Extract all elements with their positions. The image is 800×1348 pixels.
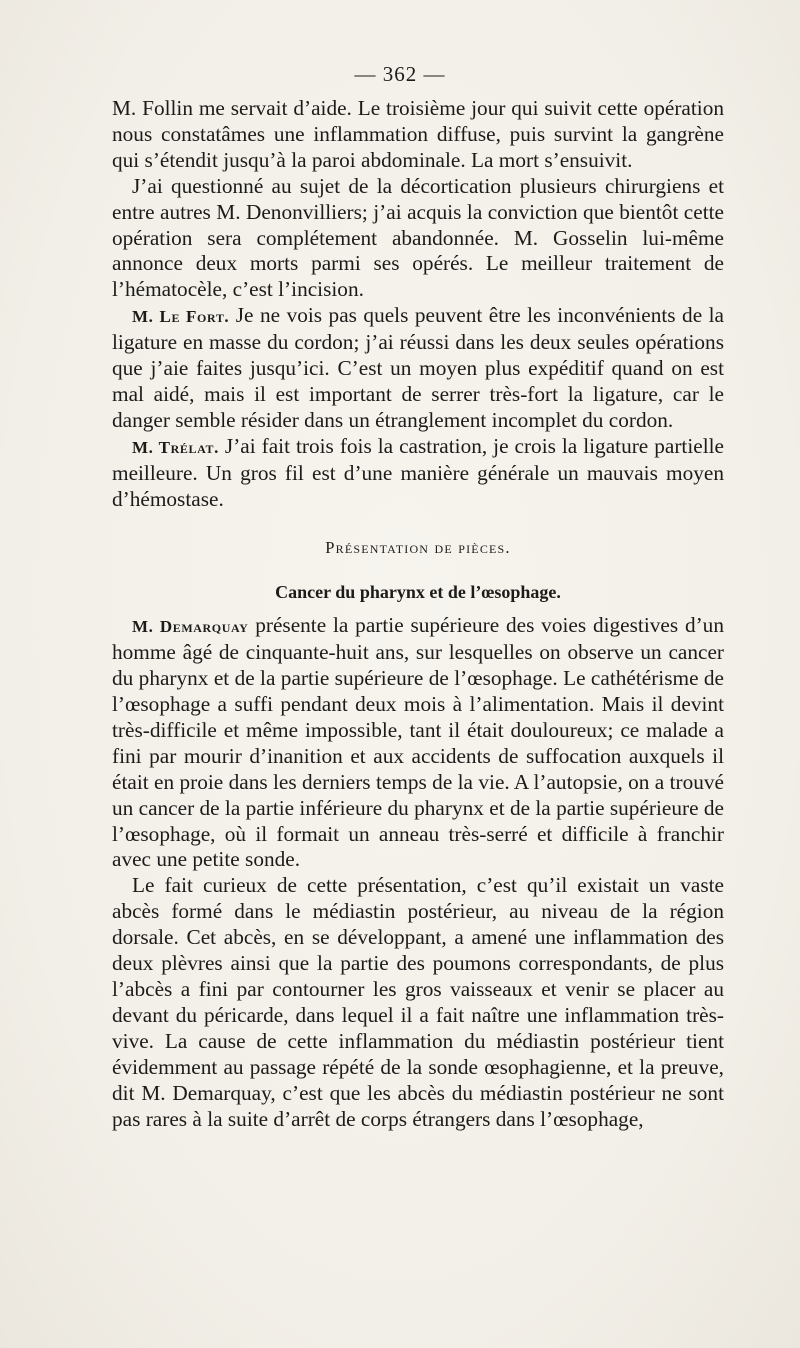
speech-le-fort: Je ne vois pas quels peuvent être les inconvénients de la ligature en masse du cordon; j’ai réussi dans les deux seules opérations que j’aie faites jusqu’ici. C’est un moyen plus expéditif quand on est mal aidé, mais il est important de serrer très-fort la ligature, car le danger semble résider dans un étranglement incomplet du cordon. bbox=[112, 303, 724, 432]
paragraph-abces: Le fait curieux de cette présentation, c’est qu’il existait un vaste abcès formé dans le médiastin postérieur, au niveau de la région dorsale. Cet abcès, en se développant, a amené une inflammation des deux plèvres ainsi que la partie des poumons correspondants, de plus l’abcès a fini par contourner les gros vaisseaux et venir se placer au devant du péricarde, dans lequel il a fait naître une inflammation très-vive. La cause de cette inflammation du médiastin postérieur tient évidemment au passage répété de la sonde œsophagienne, et la preuve, dit M. Demarquay, c’est que les abcès du médiastin postérieur ne sont pas rares à la suite d’arrêt de corps étrangers dans l’œsophage, bbox=[112, 873, 724, 1131]
section-heading: Présentation de pièces. bbox=[325, 537, 511, 557]
speaker-le-fort: M. Le Fort. bbox=[132, 307, 230, 327]
paragraph-le-fort bbox=[112, 303, 724, 434]
speaker-trelat: M. Trélat. bbox=[132, 437, 219, 457]
paragraph-demarquay bbox=[112, 613, 724, 873]
paragraph-trelat bbox=[112, 434, 724, 513]
paragraph-decortication: J’ai questionné au sujet de la décortication plusieurs chirurgiens et entre autres M. Denonvilliers; j’ai acquis la conviction que bientôt cette opération sera complétement abandonnée. M. Gosselin lui-même annonce deux morts parmi ses opérés. Le meilleur traitement de l’hématocèle, c’est l’incision. bbox=[112, 173, 724, 302]
sub-heading: Cancer du pharynx et de l’œsophage. bbox=[275, 582, 561, 603]
body-text bbox=[112, 96, 724, 1132]
speech-demarquay: présente la partie supérieure des voies digestives d’un homme âgé de cinquante-huit ans, sur lesquelles on observe un cancer du pharynx et de la partie supérieure de l’œsophage. Le cathétérisme de l’œsophage a suffi pendant deux mois à l’alimentation. Mais il devint très-difficile et même impossible, tant il était douloureux; ce malade a fini par mourir d’inanition et aux accidents de suffocation auxquels il était en proie dans les derniers temps de la vie. A l’autopsie, on a trouvé un cancer de la partie inférieure du pharynx et de la partie supérieure de l’œsophage, où il formait un anneau très-serré et difficile à franchir avec une petite sonde. bbox=[112, 613, 724, 872]
paragraph-follin: M. Follin me servait d’aide. Le troisième jour qui suivit cette opération nous constatâmes une inflammation diffuse, puis survint la gangrène qui s’étendit jusqu’à la paroi abdominale. La mort s’ensuivit. bbox=[112, 96, 724, 172]
page-number: — 362 — bbox=[354, 62, 446, 86]
speaker-demarquay: M. Demarquay bbox=[132, 617, 249, 637]
speech-trelat: J’ai fait trois fois la castration, je crois la ligature partielle meilleure. Un gros fil est d’une manière générale un mauvais moyen d’hémostase. bbox=[112, 433, 724, 511]
